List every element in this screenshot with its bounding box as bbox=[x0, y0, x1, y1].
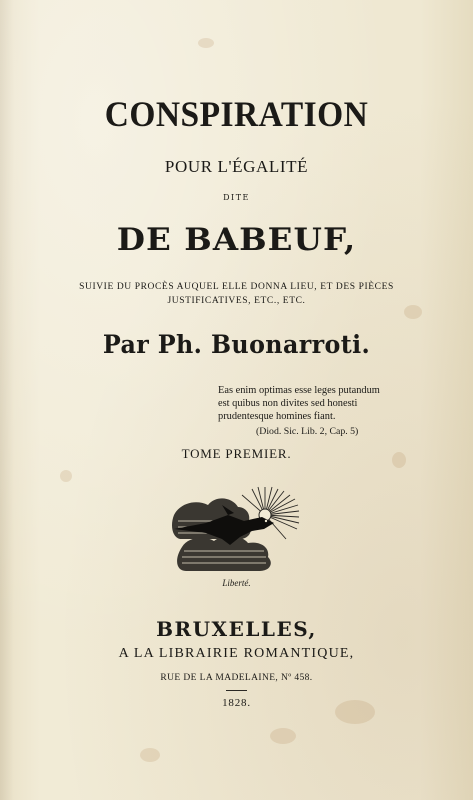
epigraph-line-1: Eas enim optimas esse leges putandum bbox=[218, 385, 380, 396]
foxing-stain bbox=[140, 748, 160, 762]
followup-line-2: JUSTIFICATIVES, ETC., ETC. bbox=[167, 296, 306, 306]
publisher-name: A LA LIBRAIRIE ROMANTIQUE, bbox=[118, 646, 355, 661]
epigraph-source: (Diod. Sic. Lib. 2, Cap. 5) bbox=[256, 426, 359, 437]
publication-city: BRUXELLES, bbox=[156, 617, 317, 641]
foxing-stain bbox=[60, 470, 72, 482]
book-title: CONSPIRATION bbox=[104, 94, 369, 134]
foxing-stain bbox=[198, 38, 214, 48]
dite-label: DITE bbox=[223, 193, 250, 202]
followup-line-1: SUIVIE DU PROCÈS AUQUEL ELLE DONNA LIEU, ET DES PIÈCES bbox=[79, 282, 394, 292]
volume-label: TOME PREMIER. bbox=[181, 446, 292, 461]
followup-text bbox=[0, 280, 473, 308]
foxing-stain bbox=[270, 728, 296, 744]
vignette-caption: Liberté. bbox=[222, 578, 251, 588]
publisher-address: RUE DE LA MADELAINE, Nº 458. bbox=[160, 673, 313, 683]
book-subtitle: POUR L'ÉGALITÉ bbox=[164, 157, 309, 176]
author-line: Par Ph. Buonarroti. bbox=[102, 330, 371, 359]
epigraph-line-3: prudentesque homines fiant. bbox=[218, 411, 336, 422]
eagle-vignette-icon bbox=[170, 485, 300, 575]
book-name: DE BABEUF, bbox=[116, 222, 357, 258]
epigraph bbox=[218, 384, 393, 438]
epigraph-line-2: est quibus non divites sed honesti bbox=[218, 398, 358, 409]
publication-year: 1828. bbox=[222, 697, 251, 709]
divider-rule bbox=[226, 690, 247, 691]
